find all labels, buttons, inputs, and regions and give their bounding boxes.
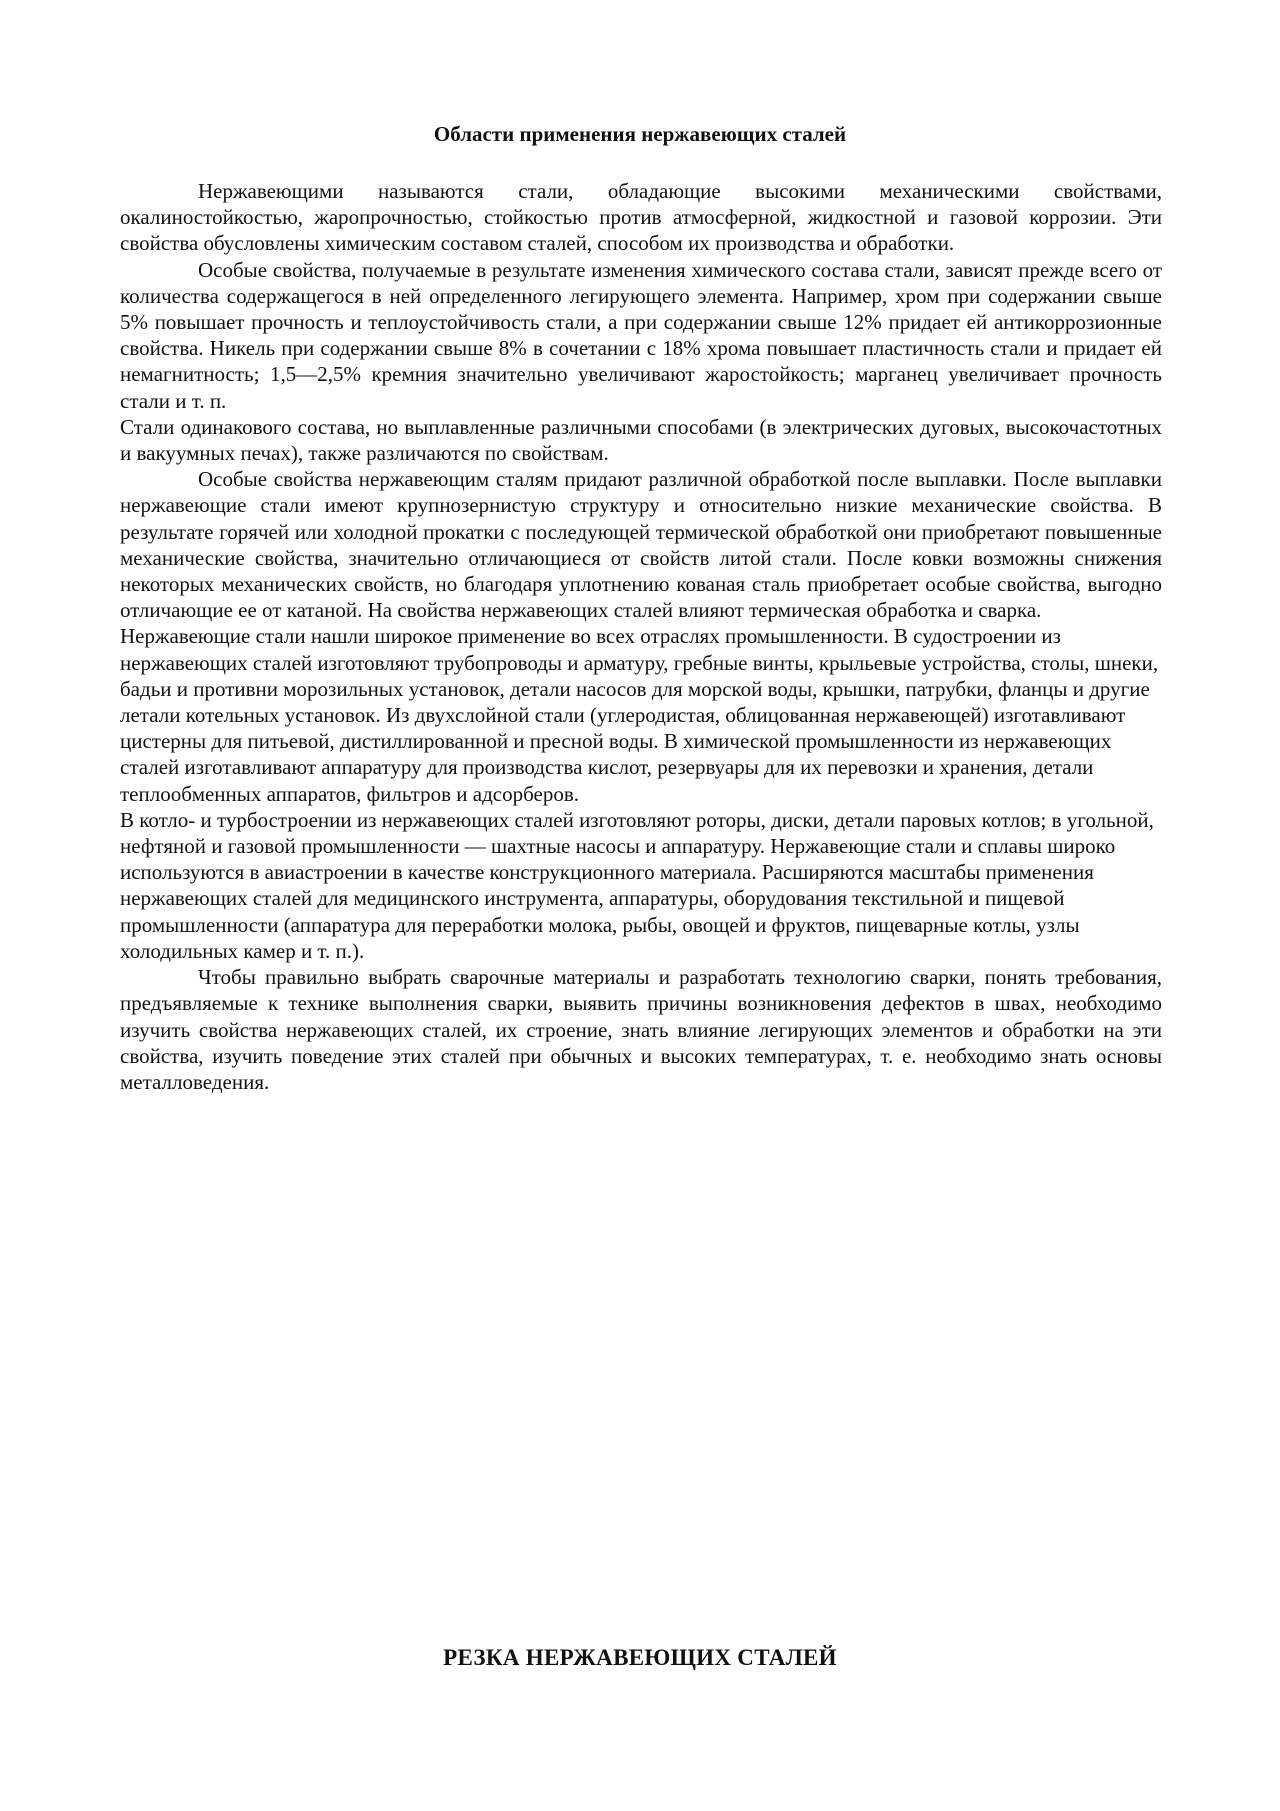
- section-heading: РЕЗКА НЕРЖАВЕЮЩИХ СТАЛЕЙ: [443, 1645, 837, 1670]
- document-body: [120, 178, 1162, 1095]
- paragraph-definition: Нержавеющими называются стали, обладающие высокими механическими свойствами, окалиностойкостью, жаропрочностью, стойкостью против атмосферной, жидкостной и газовой коррозии. Эти свойства обусловлены химическим составом сталей, способом их производства и обработки.: [120, 179, 1162, 256]
- paragraph-shipbuilding-chemical: Нержавеющие стали нашли широкое применение во всех отраслях промышленности. В судостроении из нержавеющих сталей изготовляют трубопроводы и арматуру, гребные винты, крыльевые устройства, столы, шнеки, бадьи и противни морозильных установок, детали насосов для морской воды, крышки, патрубки, фланцы и другие летали котельных установок. Из двухслойной стали (углеродистая, облицованная нержавеющей) изготавливают цистерны для питьевой, дистиллированной и пресной воды. В химической промышленности из нержавеющих сталей изготавливают аппаратуру для производства кислот, резервуары для их перевозки и хранения, детали теплообменных аппаратов, фильтров и адсорберов.: [120, 624, 1159, 806]
- paragraph-alloying-elements: Особые свойства, получаемые в результате изменения химического состава стали, зависят прежде всего от количества содержащегося в ней определенного легирующего элемента. Например, хром при содержании свыше 5% повышает прочность и теплоустойчивость стали, а при содержании свыше 12% придает ей антикоррозионные свойства. Никель при содержании свыше 8% в сочетании с 18% хрома повышает пластичность стали и придает ей немагнитность; 1,5—2,5% кремния значительно увеличивают жаростойкость; марганец увеличивает прочность стали и т. п.: [120, 257, 1162, 413]
- paragraph-smelting-methods: Стали одинакового состава, но выплавленные различными способами (в электрических дуговых, высокочастотных и вакуумных печах), также различаются по свойствам.: [120, 414, 1162, 466]
- paragraph-processing: Особые свойства нержавеющим сталям придают различной обработкой после выплавки. После выплавки нержавеющие стали имеют крупнозернистую структуру и относительно низкие механические свойства. В результате горячей или холодной прокатки с последующей термической обработкой они приобретают повышенные механические свойства, значительно отличающиеся от свойств литой стали. После ковки возможны снижения некоторых механических свойств, но благодаря уплотнению кованая сталь приобретает особые свойства, выгодно отличающие ее от катаной. На свойства нержавеющих сталей влияют термическая обработка и сварка.: [120, 467, 1162, 623]
- paragraph-welding-conclusion: Чтобы правильно выбрать сварочные материалы и разработать технологию сварки, понять требования, предъявляемые к технике выполнения сварки, выявить причины возникновения дефектов в швах, необходимо изучить свойства нержавеющих сталей, их строение, знать влияние легирующих элементов и обработки на эти свойства, изучить поведение этих сталей при обычных и высоких температурах, т. е. необходимо знать основы металловедения.: [120, 965, 1162, 1094]
- page-title: Области применения нержавеющих сталей: [433, 122, 847, 146]
- paragraph-boilers-aviation: В котло- и турбостроении из нержавеющих сталей изготовляют роторы, диски, детали паровых котлов; в угольной, нефтяной и газовой промышленности — шахтные насосы и аппаратуру. Нержавеющие стали и сплавы широко используются в авиастроении в качестве конструкционного материала. Расширяются масштабы применения нержавеющих сталей для медицинского инструмента, аппаратуры, оборудования текстильной и пищевой промышленности (аппаратура для переработки молока, рыбы, овощей и фруктов, пищеварные котлы, узлы холодильных камер и т. п.).: [120, 807, 1154, 963]
